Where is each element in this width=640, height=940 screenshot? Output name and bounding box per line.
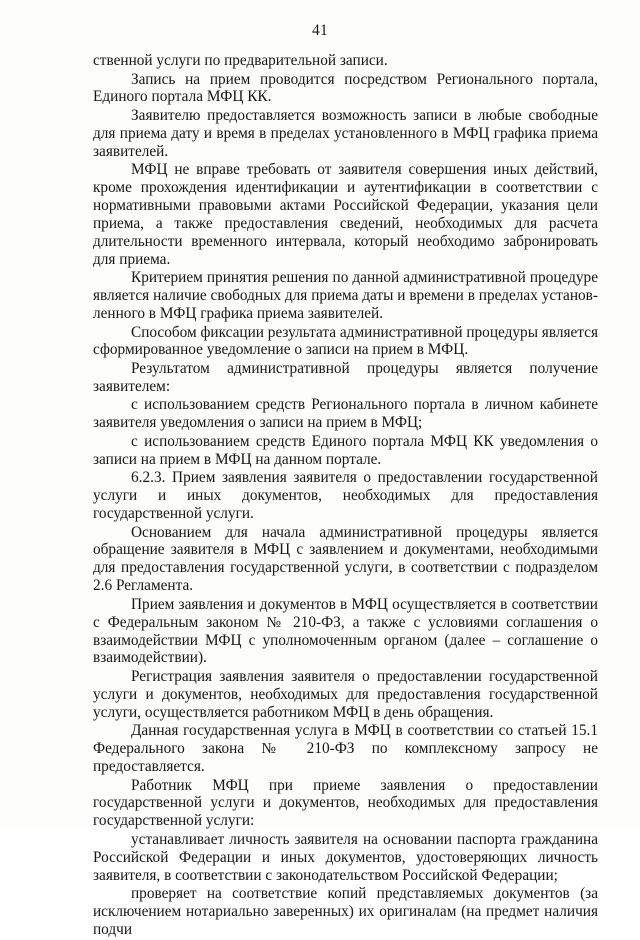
paragraph: Регистрация заявления заявителя о предоставлении государственной услуги и документов, необходимых для предоставления государственной услуги, осуществляется работником МФЦ в день обращения.	[93, 667, 598, 721]
document-body	[93, 52, 598, 940]
paragraph: устанавливает личность заявителя на основании паспорта гражданина Российской Федерации и иных документов, удостоверяющих личность заявителя, в соответствии с законодательством Российской Федерации;	[93, 830, 598, 884]
paragraph: Прием заявления и документов в МФЦ осуществляется в соответствии с Федеральным законом № 210-ФЗ, а также с условиями соглашения о взаимодействии МФЦ с уполномоченным органом (далее – соглашение о взаимодействии).	[93, 595, 598, 667]
paragraph: ственной услуги по предварительной записи.	[93, 52, 388, 69]
paragraph: с использованием средств Регионального портала в личном кабинете заявителя уведомления о записи на прием в МФЦ;	[93, 396, 598, 432]
paragraph: Запись на прием проводится посредством Регионального портала, Единого портала МФЦ КК.	[93, 70, 598, 106]
paragraph: с использованием средств Единого портала МФЦ КК уведомления о записи на прием в МФЦ на данном портале.	[93, 432, 598, 468]
paragraph: Способом фиксации результата административной процедуры является сформированное уведомление о записи на прием в МФЦ.	[93, 323, 599, 359]
paragraph: Работник МФЦ при приеме заявления о предоставлении государственной услуги и документов, необходимых для предоставления государственной услуги:	[93, 776, 598, 830]
paragraph: Заявителю предоставляется возможность записи в любые свободные для приема дату и время в пределах установленного в МФЦ графика приема заявителей.	[93, 106, 598, 160]
paragraph: Данная государственная услуга в МФЦ в соответствии со статьей 15.1 Федерального закона № 210-ФЗ по комплексному запросу не предоставляется.	[93, 722, 598, 776]
paragraph: Основанием для начала административной процедуры является обращение заявителя в МФЦ с заявлением и документами, необходимыми для предоставления государственной услуги, в соответствии с подразделом 2.6 Регламента.	[93, 523, 598, 595]
paragraph: Результатом административной процедуры является получение заявителем:	[93, 359, 598, 395]
paragraph: 6.2.3. Прием заявления заявителя о предоставлении государственной услуги и иных документов, необходимых для предоставления государственной услуги.	[93, 469, 598, 522]
paragraph: МФЦ не вправе требовать от заявителя совершения иных действий, кроме прохождения идентификации и аутентификации в соответствии с нормативными правовыми актами Российской Федерации, указания цели приема, а также предоставления сведений, необходимых для расчета длительности временного интервала, который необходимо забронировать для приема.	[93, 161, 598, 268]
page-number: 41	[311, 22, 329, 39]
paragraph: Критерием принятия решения по данной административной процедуре является наличие свободных для приема даты и времени в пределах установленного в МФЦ графика приема заявителей.	[93, 269, 598, 323]
paragraph: проверяет на соответствие копий представляемых документов (за исключением нотариально заверенных) их оригиналам (на предмет наличия подчи	[93, 885, 598, 938]
